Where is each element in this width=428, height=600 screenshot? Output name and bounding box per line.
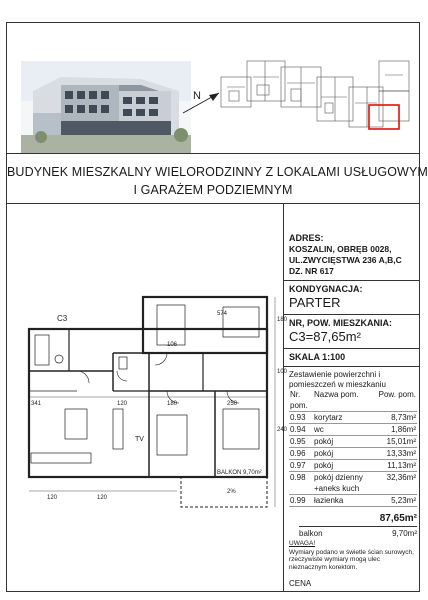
room-number: 0.93 xyxy=(289,412,313,424)
room-name: pokój xyxy=(313,448,378,460)
room-area: 32,36m² xyxy=(378,472,417,495)
price-label: CENA xyxy=(289,579,312,588)
project-title xyxy=(7,163,428,199)
room-name: łazienka xyxy=(313,495,378,507)
header-band xyxy=(7,23,419,154)
info-separator xyxy=(283,280,419,281)
floor-label: KONDYGNACJA: xyxy=(289,284,363,294)
plan-dim: 341 xyxy=(31,401,42,407)
room-name: wc xyxy=(313,424,378,436)
plan-dim: 240 xyxy=(277,427,288,433)
north-label: N xyxy=(193,90,201,102)
note-box xyxy=(289,540,417,571)
plan-dim: 106 xyxy=(167,342,178,348)
room-area: 15,01m² xyxy=(378,436,417,448)
plan-slope-label: 2% xyxy=(227,489,236,495)
table-row xyxy=(289,412,417,424)
title-divider xyxy=(7,203,419,204)
rooms-caption: Zestawienie powierzchni i pomieszczeń w mieszkaniu xyxy=(289,370,386,389)
room-number: 0.94 xyxy=(289,424,313,436)
plan-dim: 574 xyxy=(217,311,228,317)
room-name: pokój xyxy=(313,436,378,448)
plan-balcony-label: BALKON 9,70m² xyxy=(217,470,262,476)
address-label: ADRES: xyxy=(289,233,324,243)
room-area: 8,73m² xyxy=(378,412,417,424)
room-name: pokój xyxy=(313,460,378,472)
room-number: 0.95 xyxy=(289,436,313,448)
table-row xyxy=(289,424,417,436)
room-name: korytarz xyxy=(313,412,378,424)
plan-dim: 180 xyxy=(277,317,288,323)
table-row xyxy=(289,472,417,495)
floor-plan xyxy=(17,291,288,531)
table-row xyxy=(289,448,417,460)
room-area: 1,86m² xyxy=(378,424,417,436)
plan-dim: 250 xyxy=(227,401,238,407)
info-separator xyxy=(283,366,419,367)
rooms-header-row xyxy=(289,389,417,412)
header-name: Nazwa pom. xyxy=(313,389,378,412)
building-render xyxy=(21,61,191,153)
address-line-1: KOSZALIN, OBRĘB 0028, xyxy=(289,244,392,254)
room-area: 5,23m² xyxy=(378,495,417,507)
plan-unit-label: C3 xyxy=(57,314,68,323)
plan-dim: 180 xyxy=(167,401,178,407)
total-area: 87,65m² xyxy=(379,513,417,524)
header-number: Nr. pom. xyxy=(289,389,313,412)
note-text: Wymiary podano w świetle ścian surowych, rzeczywiste wymiary mogą ulec nieznacznym korektom. xyxy=(289,548,414,571)
plan-dim: 120 xyxy=(47,495,58,501)
key-plan xyxy=(217,57,417,143)
room-name: pokój dzienny +aneks kuch xyxy=(313,472,378,495)
header-area: Pow. pom. xyxy=(378,389,417,412)
rooms-table xyxy=(289,389,417,507)
apartment-value: C3=87,65m² xyxy=(289,329,361,344)
info-panel xyxy=(289,233,419,538)
title-line-2: I GARAŻEM PODZIEMNYM xyxy=(133,183,293,197)
note-heading: UWAGA! xyxy=(289,540,316,547)
title-line-1: BUDYNEK MIESZKALNY WIELORODZINNY Z LOKALAMI USŁUGOWYM xyxy=(7,165,428,179)
plan-tv-label: TV xyxy=(135,436,144,443)
balcony-label: balkon xyxy=(299,529,323,538)
document-sheet xyxy=(6,22,428,592)
apartment-label: NR, POW. MIESZKANIA: xyxy=(289,318,392,328)
table-row xyxy=(289,460,417,472)
info-separator xyxy=(283,348,419,349)
address-line-3: DZ. NR 617 xyxy=(289,266,334,276)
balcony-area: 9,70m² xyxy=(392,529,417,538)
room-number: 0.98 xyxy=(289,472,313,495)
address-line-2: UL.ZWYCIĘSTWA 236 A,B,C xyxy=(289,255,402,265)
table-row xyxy=(289,495,417,507)
scale-label: SKALA 1:100 xyxy=(289,352,346,362)
room-area: 13,33m² xyxy=(378,448,417,460)
plan-dim: 100 xyxy=(277,369,288,375)
table-row xyxy=(289,436,417,448)
balcony-row xyxy=(299,526,417,538)
room-number: 0.97 xyxy=(289,460,313,472)
apartment-highlight xyxy=(369,105,399,129)
plan-dim: 120 xyxy=(117,401,128,407)
floor-value: PARTER xyxy=(289,295,341,310)
info-separator xyxy=(283,314,419,315)
room-number: 0.96 xyxy=(289,448,313,460)
room-area: 11,13m² xyxy=(378,460,417,472)
room-number: 0.99 xyxy=(289,495,313,507)
plan-dim: 120 xyxy=(97,495,108,501)
